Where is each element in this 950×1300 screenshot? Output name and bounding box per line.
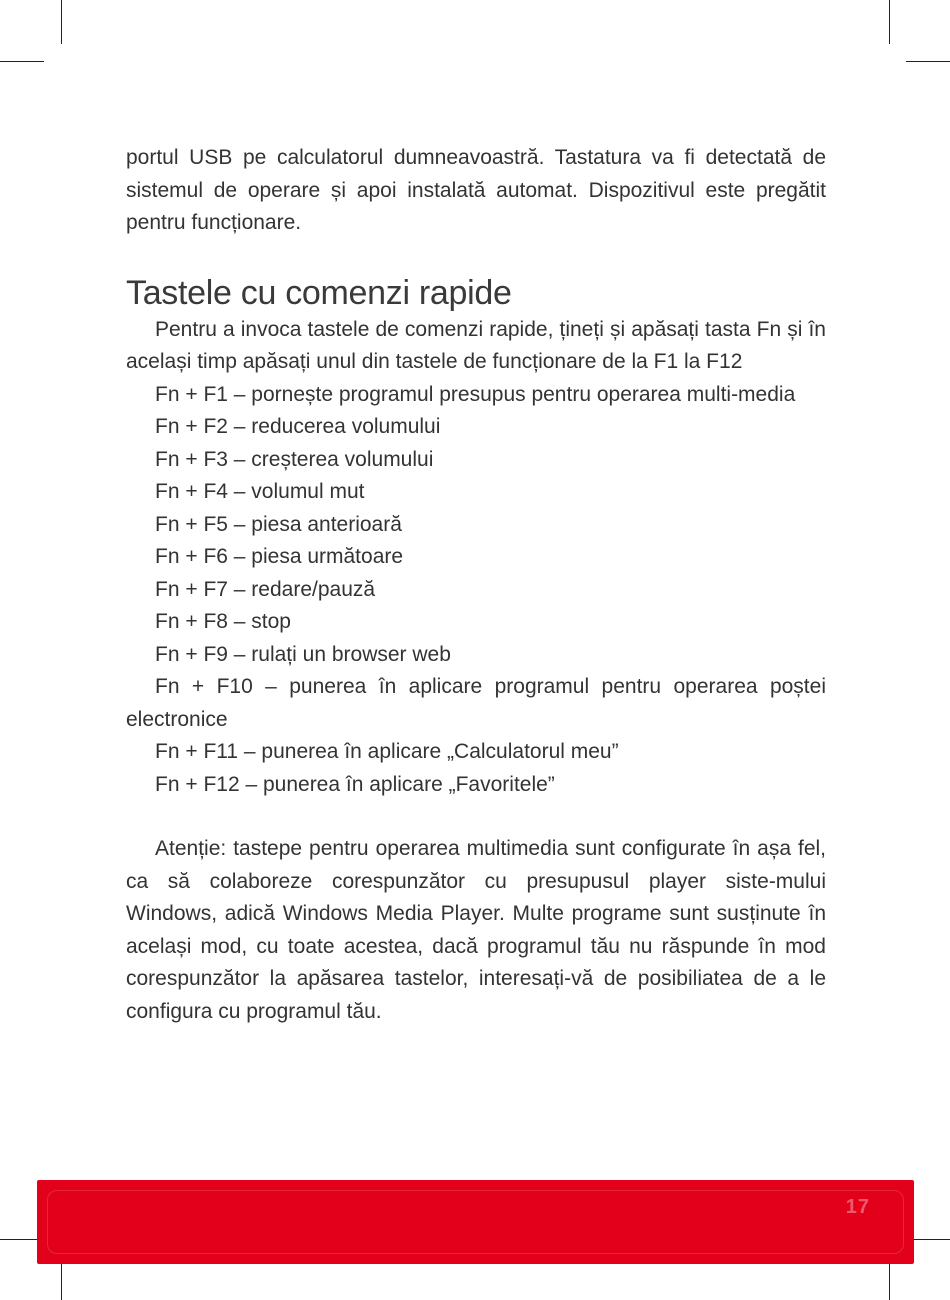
page-number: 17 <box>845 1196 870 1218</box>
note-paragraph: Atenție: tastepe pentru operarea multimedia sunt configurate în așa fel, ca să colaboreze corespunzător cu presupusul player siste-mului Windows, adică Windows Media Player. Multe programe sunt susținute în același mod, cu toate acestea, dacă programul tău nu răspunde în mod corespunzător la apăsarea tastelor, interesați-vă de posibiliatea de a le configura cu programul tău. <box>126 837 826 1023</box>
shortcut-list <box>126 379 826 802</box>
shortcut-item-f7: Fn + F7 – redare/pauză <box>155 577 376 601</box>
shortcut-item-f5: Fn + F5 – piesa anterioară <box>155 512 402 536</box>
shortcut-item-f2: Fn + F2 – reducerea volumului <box>155 415 441 438</box>
shortcut-item-f9: Fn + F9 – rulați un browser web <box>155 642 451 666</box>
shortcut-item-f6: Fn + F6 – piesa următoare <box>155 545 404 568</box>
shortcut-item-f11: Fn + F11 – punerea în aplicare „Calculatorul meu” <box>155 740 619 763</box>
shortcut-item-f8: Fn + F8 – stop <box>155 610 291 633</box>
crop-mark <box>61 0 62 44</box>
page-content <box>126 142 826 1028</box>
footer-inner-frame <box>47 1190 904 1254</box>
shortcut-item-f12: Fn + F12 – punerea în aplicare „Favoritele” <box>155 772 555 796</box>
crop-mark <box>0 61 44 62</box>
section-intro-paragraph: Pentru a invoca tastele de comenzi rapide, țineți și apăsați tasta Fn și în același timp apăsați unul din tastele de funcționare de la F1 la F12 <box>126 317 826 373</box>
shortcut-item-f3: Fn + F3 – creșterea volumului <box>155 447 434 471</box>
crop-mark <box>906 61 950 62</box>
footer-bar <box>37 1180 914 1264</box>
shortcut-item-f10: Fn + F10 – punerea în aplicare programul pentru operarea poștei electronice <box>126 675 826 731</box>
shortcut-item-f4: Fn + F4 – volumul mut <box>155 480 365 503</box>
intro-paragraph: portul USB pe calculatorul dumneavoastră. Tastatura va fi detectată de sistemul de operare și apoi instalată automat. Dispozitivul este pregătit pentru funcționare. <box>126 146 826 234</box>
section-title: Tastele cu comenzi rapide <box>126 273 512 312</box>
paragraph-spacer <box>126 801 826 833</box>
shortcut-item-f1: Fn + F1 – pornește programul presupus pentru operarea multi-media <box>155 382 796 406</box>
crop-mark <box>889 0 890 44</box>
